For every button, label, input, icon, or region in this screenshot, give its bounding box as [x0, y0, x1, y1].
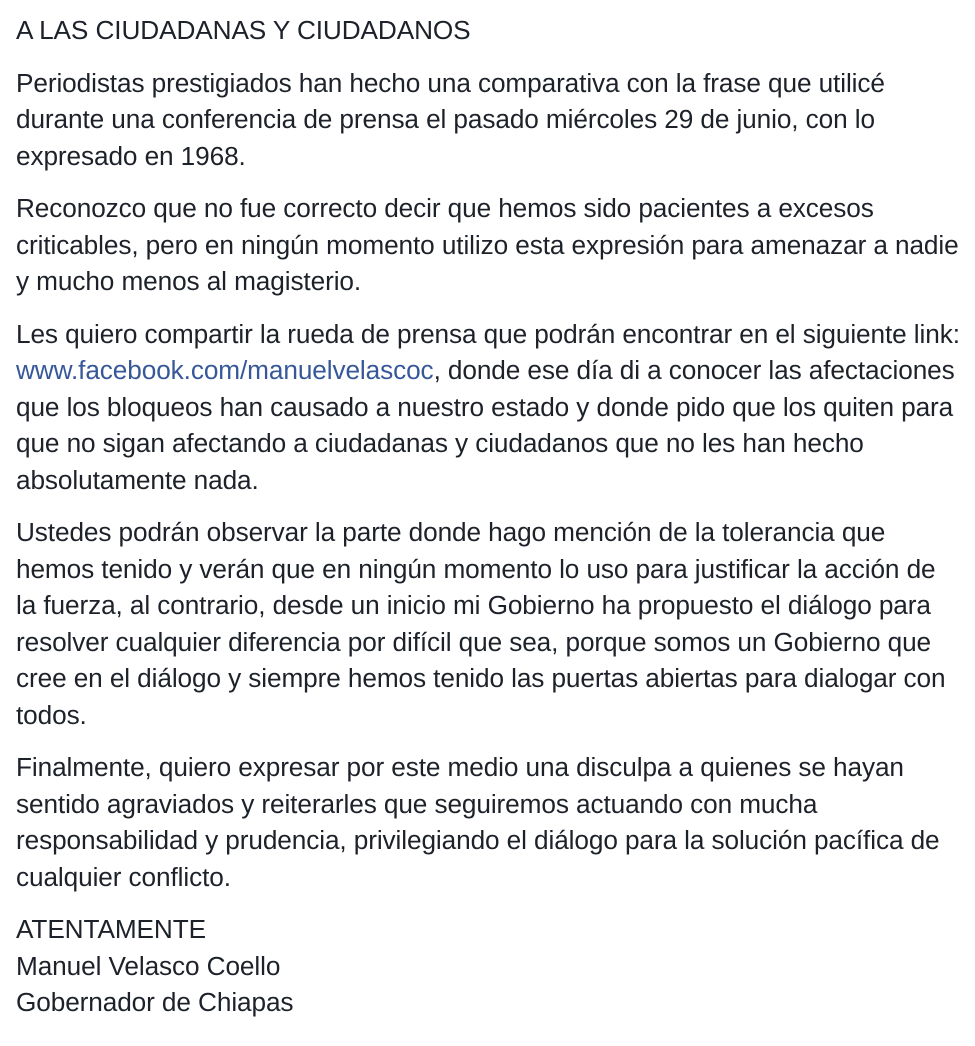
paragraph-3-text-after-link: , donde ese día di a conocer las afectaciones que los bloqueos han causado a nuestro estado y donde pido que los quiten para que no sigan afectando a ciudadanas y ciudadanos que no les han hecho absolutamente nada.: [16, 355, 955, 495]
signature-title: Gobernador de Chiapas: [16, 987, 294, 1017]
paragraph-3: [16, 316, 961, 499]
signature-name: Manuel Velasco Coello: [16, 950, 281, 981]
closing-salutation: ATENTAMENTE: [16, 914, 206, 944]
paragraph-2: Reconozco que no fue correcto decir que hemos sido pacientes a excesos criticables, pero en ningún momento utilizo esta expresión para amenazar a nadie y mucho menos al magisterio.: [16, 193, 959, 296]
facebook-link[interactable]: www.facebook.com/manuelvelascoc: [16, 355, 434, 385]
paragraph-3-text-before-link: Les quiero compartir la rueda de prensa que podrán encontrar en el siguiente link:: [16, 318, 960, 349]
paragraph-4: Ustedes podrán observar la parte donde hago mención de la tolerancia que hemos tenido y verán que en ningún momento lo uso para justificar la acción de la fuerza, al contrario, desde un inicio mi Gobierno ha propuesto el diálogo para resolver cualquier diferencia por difícil que sea, porque somos un Gobierno que cree en el diálogo y siempre hemos tenido las puertas abiertas para dialogar con todos.: [16, 517, 946, 730]
closing-block: [16, 911, 961, 1021]
paragraph-5: Finalmente, quiero expresar por este medio una disculpa a quienes se hayan sentido agraviados y reiterarles que seguiremos actuando con mucha responsabilidad y prudencia, privilegiando el diálogo para la solución pacífica de cualquier conflicto.: [16, 752, 940, 892]
post-body: [16, 12, 961, 1021]
post-title: A LAS CIUDADANAS Y CIUDADANOS: [16, 15, 471, 45]
paragraph-1: Periodistas prestigiados han hecho una comparativa con la frase que utilicé durante una conferencia de prensa el pasado miércoles 29 de junio, con lo expresado en 1968.: [16, 67, 885, 171]
